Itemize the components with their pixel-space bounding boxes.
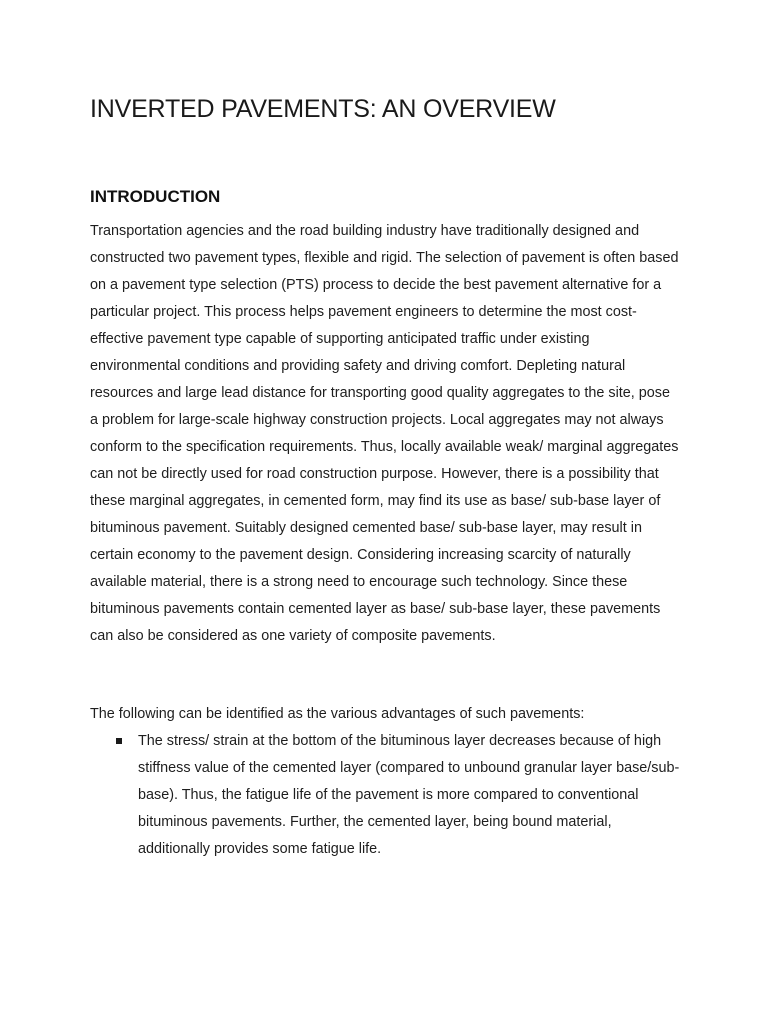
advantages-list — [90, 728, 680, 863]
square-bullet-icon — [116, 738, 122, 744]
list-item — [90, 728, 680, 863]
list-item-text: The stress/ strain at the bottom of the bituminous layer decreases because of high stiffness value of the cemented layer (compared to unbound granular layer base/sub-base). Thus, the fatigue life of the pavement is more compared to conventional bituminous pavements. Further, the cemented layer, being bound material, additionally provides some fatigue life. — [138, 733, 680, 857]
document-title: INVERTED PAVEMENTS: AN OVERVIEW — [90, 95, 556, 123]
introduction-paragraph: Transportation agencies and the road building industry have traditionally designed and constructed two pavement types, flexible and rigid. The selection of pavement is often based on a pavement type selection (PTS) process to decide the best pavement alternative for a particular project. This process helps pavement engineers to determine the most cost-effective pavement type capable of supporting anticipated traffic under existing environmental conditions and providing safety and driving comfort. Depleting natural resources and large lead distance for transporting good quality aggregates to the site, pose a problem for large-scale highway construction projects. Local aggregates may not always conform to the specification requirements. Thus, locally available weak/ marginal aggregates can not be directly used for road construction purpose. However, there is a possibility that these marginal aggregates, in cemented form, may find its use as base/ sub-base layer of bituminous pavement. Suitably designed cemented base/ sub-base layer, may result in certain economy to the pavement design. Considering increasing scarcity of naturally available material, there is a strong need to encourage such technology. Since these bituminous pavements contain cemented layer as base/ sub-base layer, these pavements can also be considered as one variety of composite pavements. — [90, 223, 679, 644]
section-heading-introduction: INTRODUCTION — [90, 187, 221, 206]
advantages-intro-paragraph: The following can be identified as the various advantages of such pavements: — [90, 706, 585, 722]
